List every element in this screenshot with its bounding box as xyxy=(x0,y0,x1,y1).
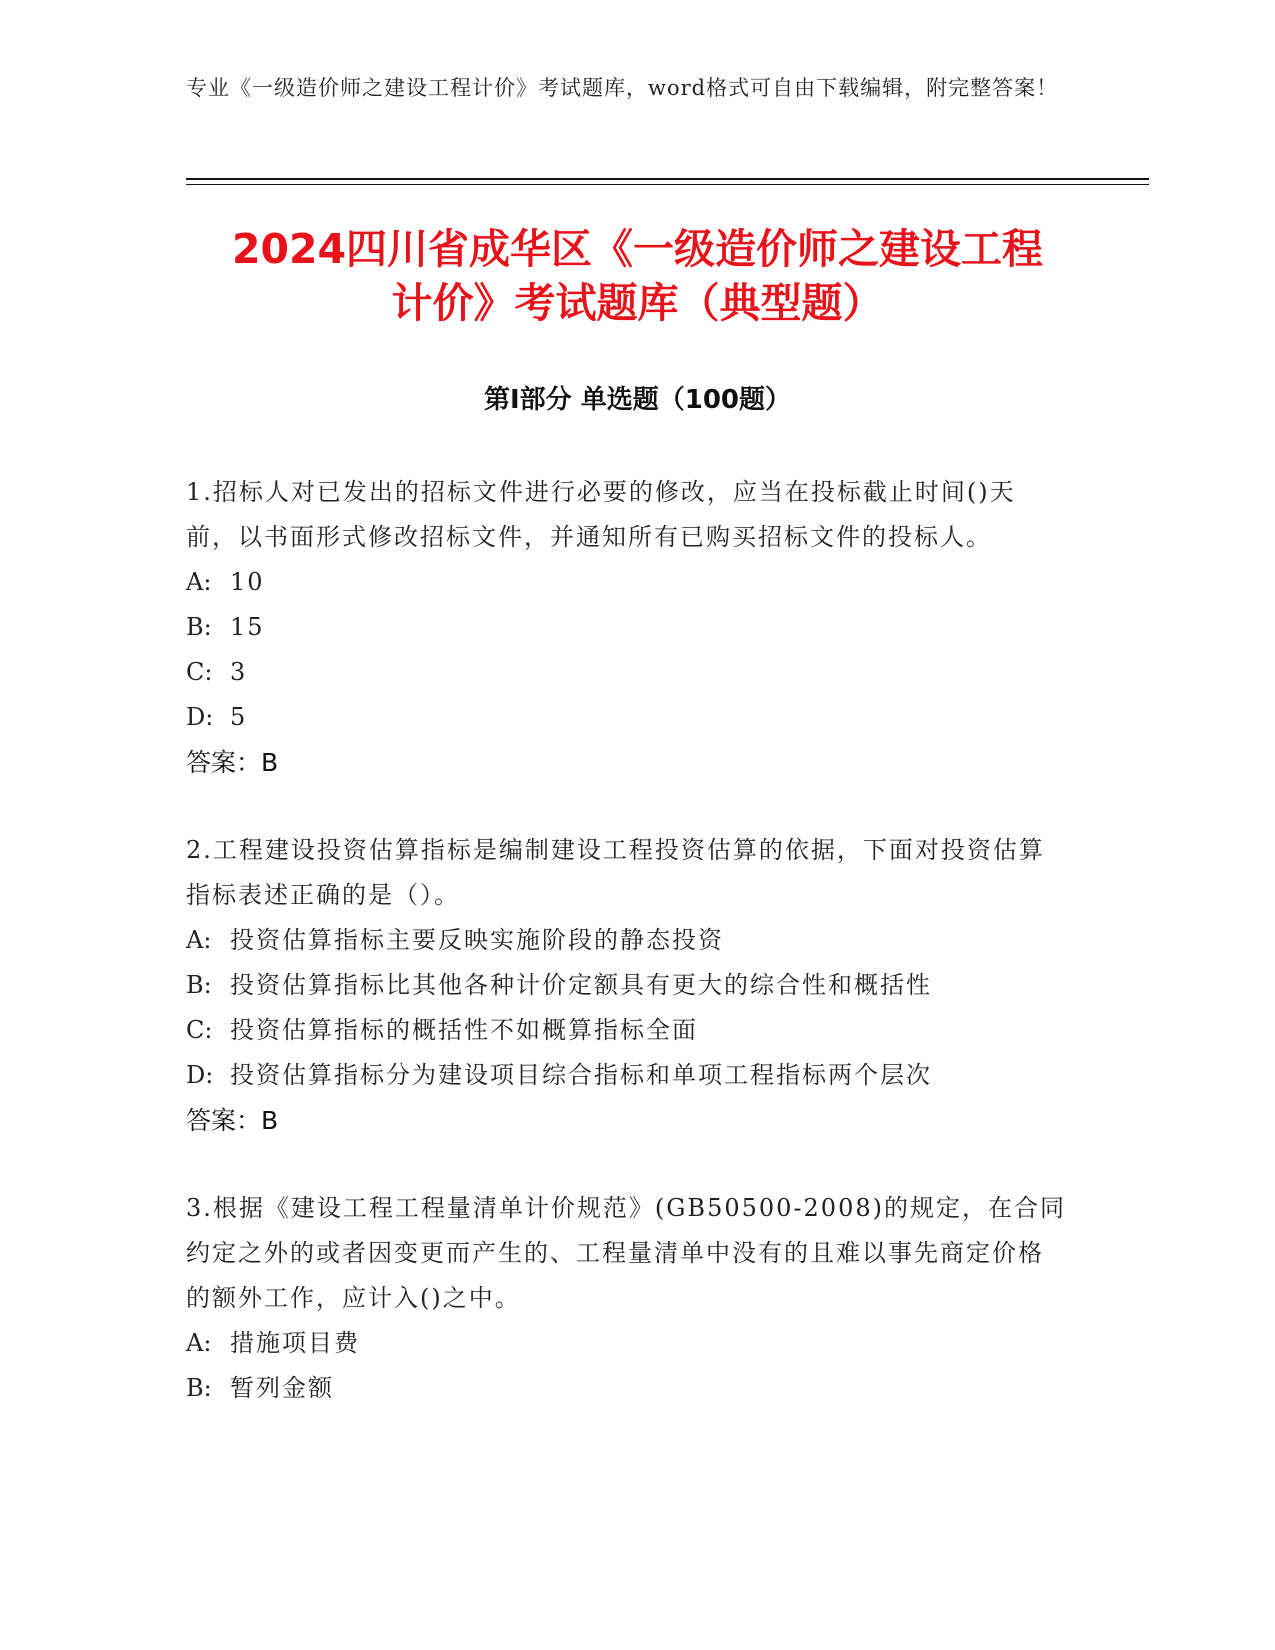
option-a xyxy=(186,560,1066,605)
option-key: A: xyxy=(186,926,212,954)
option-d xyxy=(186,695,1066,740)
header-rule-thin xyxy=(186,184,1149,185)
option-b xyxy=(186,605,1066,650)
option-text: 15 xyxy=(230,613,265,641)
option-key: B: xyxy=(186,971,212,999)
option-text: 10 xyxy=(230,568,265,596)
option-text: 5 xyxy=(230,703,248,731)
option-a xyxy=(186,1321,1066,1366)
question-stem: 1.招标人对已发出的招标文件进行必要的修改，应当在投标截止时间()天前，以书面形式修改招标文件，并通知所有已购买招标文件的投标人。 xyxy=(186,478,1016,551)
document-title-line-1: 2024四川省成华区《一级造价师之建设工程 xyxy=(231,225,1044,273)
option-a xyxy=(186,918,1066,963)
option-key: B: xyxy=(186,613,212,641)
question-1 xyxy=(186,470,1066,785)
document-title xyxy=(186,222,1089,330)
answer: 答案：B xyxy=(186,748,279,777)
question-2 xyxy=(186,828,1066,1143)
question-list xyxy=(186,470,1066,1454)
header-note: 专业《一级造价师之建设工程计价》考试题库，word格式可自由下载编辑，附完整答案！ xyxy=(186,76,1059,100)
question-stem: 2.工程建设投资估算指标是编制建设工程投资估算的依据，下面对投资估算指标表述正确的是（）。 xyxy=(186,836,1045,909)
option-text: 投资估算指标比其他各种计价定额具有更大的综合性和概括性 xyxy=(230,971,932,999)
document-title-line-2: 计价》考试题库（典型题） xyxy=(391,279,884,327)
option-text: 投资估算指标的概括性不如概算指标全面 xyxy=(230,1016,698,1044)
header-rule-thick xyxy=(186,178,1149,180)
option-b xyxy=(186,1366,1066,1411)
option-text: 暂列金额 xyxy=(230,1374,334,1402)
option-text: 投资估算指标分为建设项目综合指标和单项工程指标两个层次 xyxy=(230,1061,932,1089)
option-text: 投资估算指标主要反映实施阶段的静态投资 xyxy=(230,926,724,954)
option-key: C: xyxy=(186,1016,213,1044)
option-key: A: xyxy=(186,1329,212,1357)
option-key: A: xyxy=(186,568,212,596)
option-text: 3 xyxy=(230,658,248,686)
option-key: D: xyxy=(186,1061,214,1089)
option-d xyxy=(186,1053,1066,1098)
option-c xyxy=(186,650,1066,695)
section-title: 第I部分 单选题（100题） xyxy=(484,385,791,415)
option-key: C: xyxy=(186,658,213,686)
question-stem: 3.根据《建设工程工程量清单计价规范》(GB50500-2008)的规定，在合同约定之外的或者因变更而产生的、工程量清单中没有的且难以事先商定价格的额外工作，应计入()之中。 xyxy=(186,1194,1066,1312)
option-c xyxy=(186,1008,1066,1053)
option-text: 措施项目费 xyxy=(230,1329,360,1357)
question-3 xyxy=(186,1186,1066,1411)
option-key: B: xyxy=(186,1374,212,1402)
option-b xyxy=(186,963,1066,1008)
answer: 答案：B xyxy=(186,1106,279,1135)
option-key: D: xyxy=(186,703,214,731)
